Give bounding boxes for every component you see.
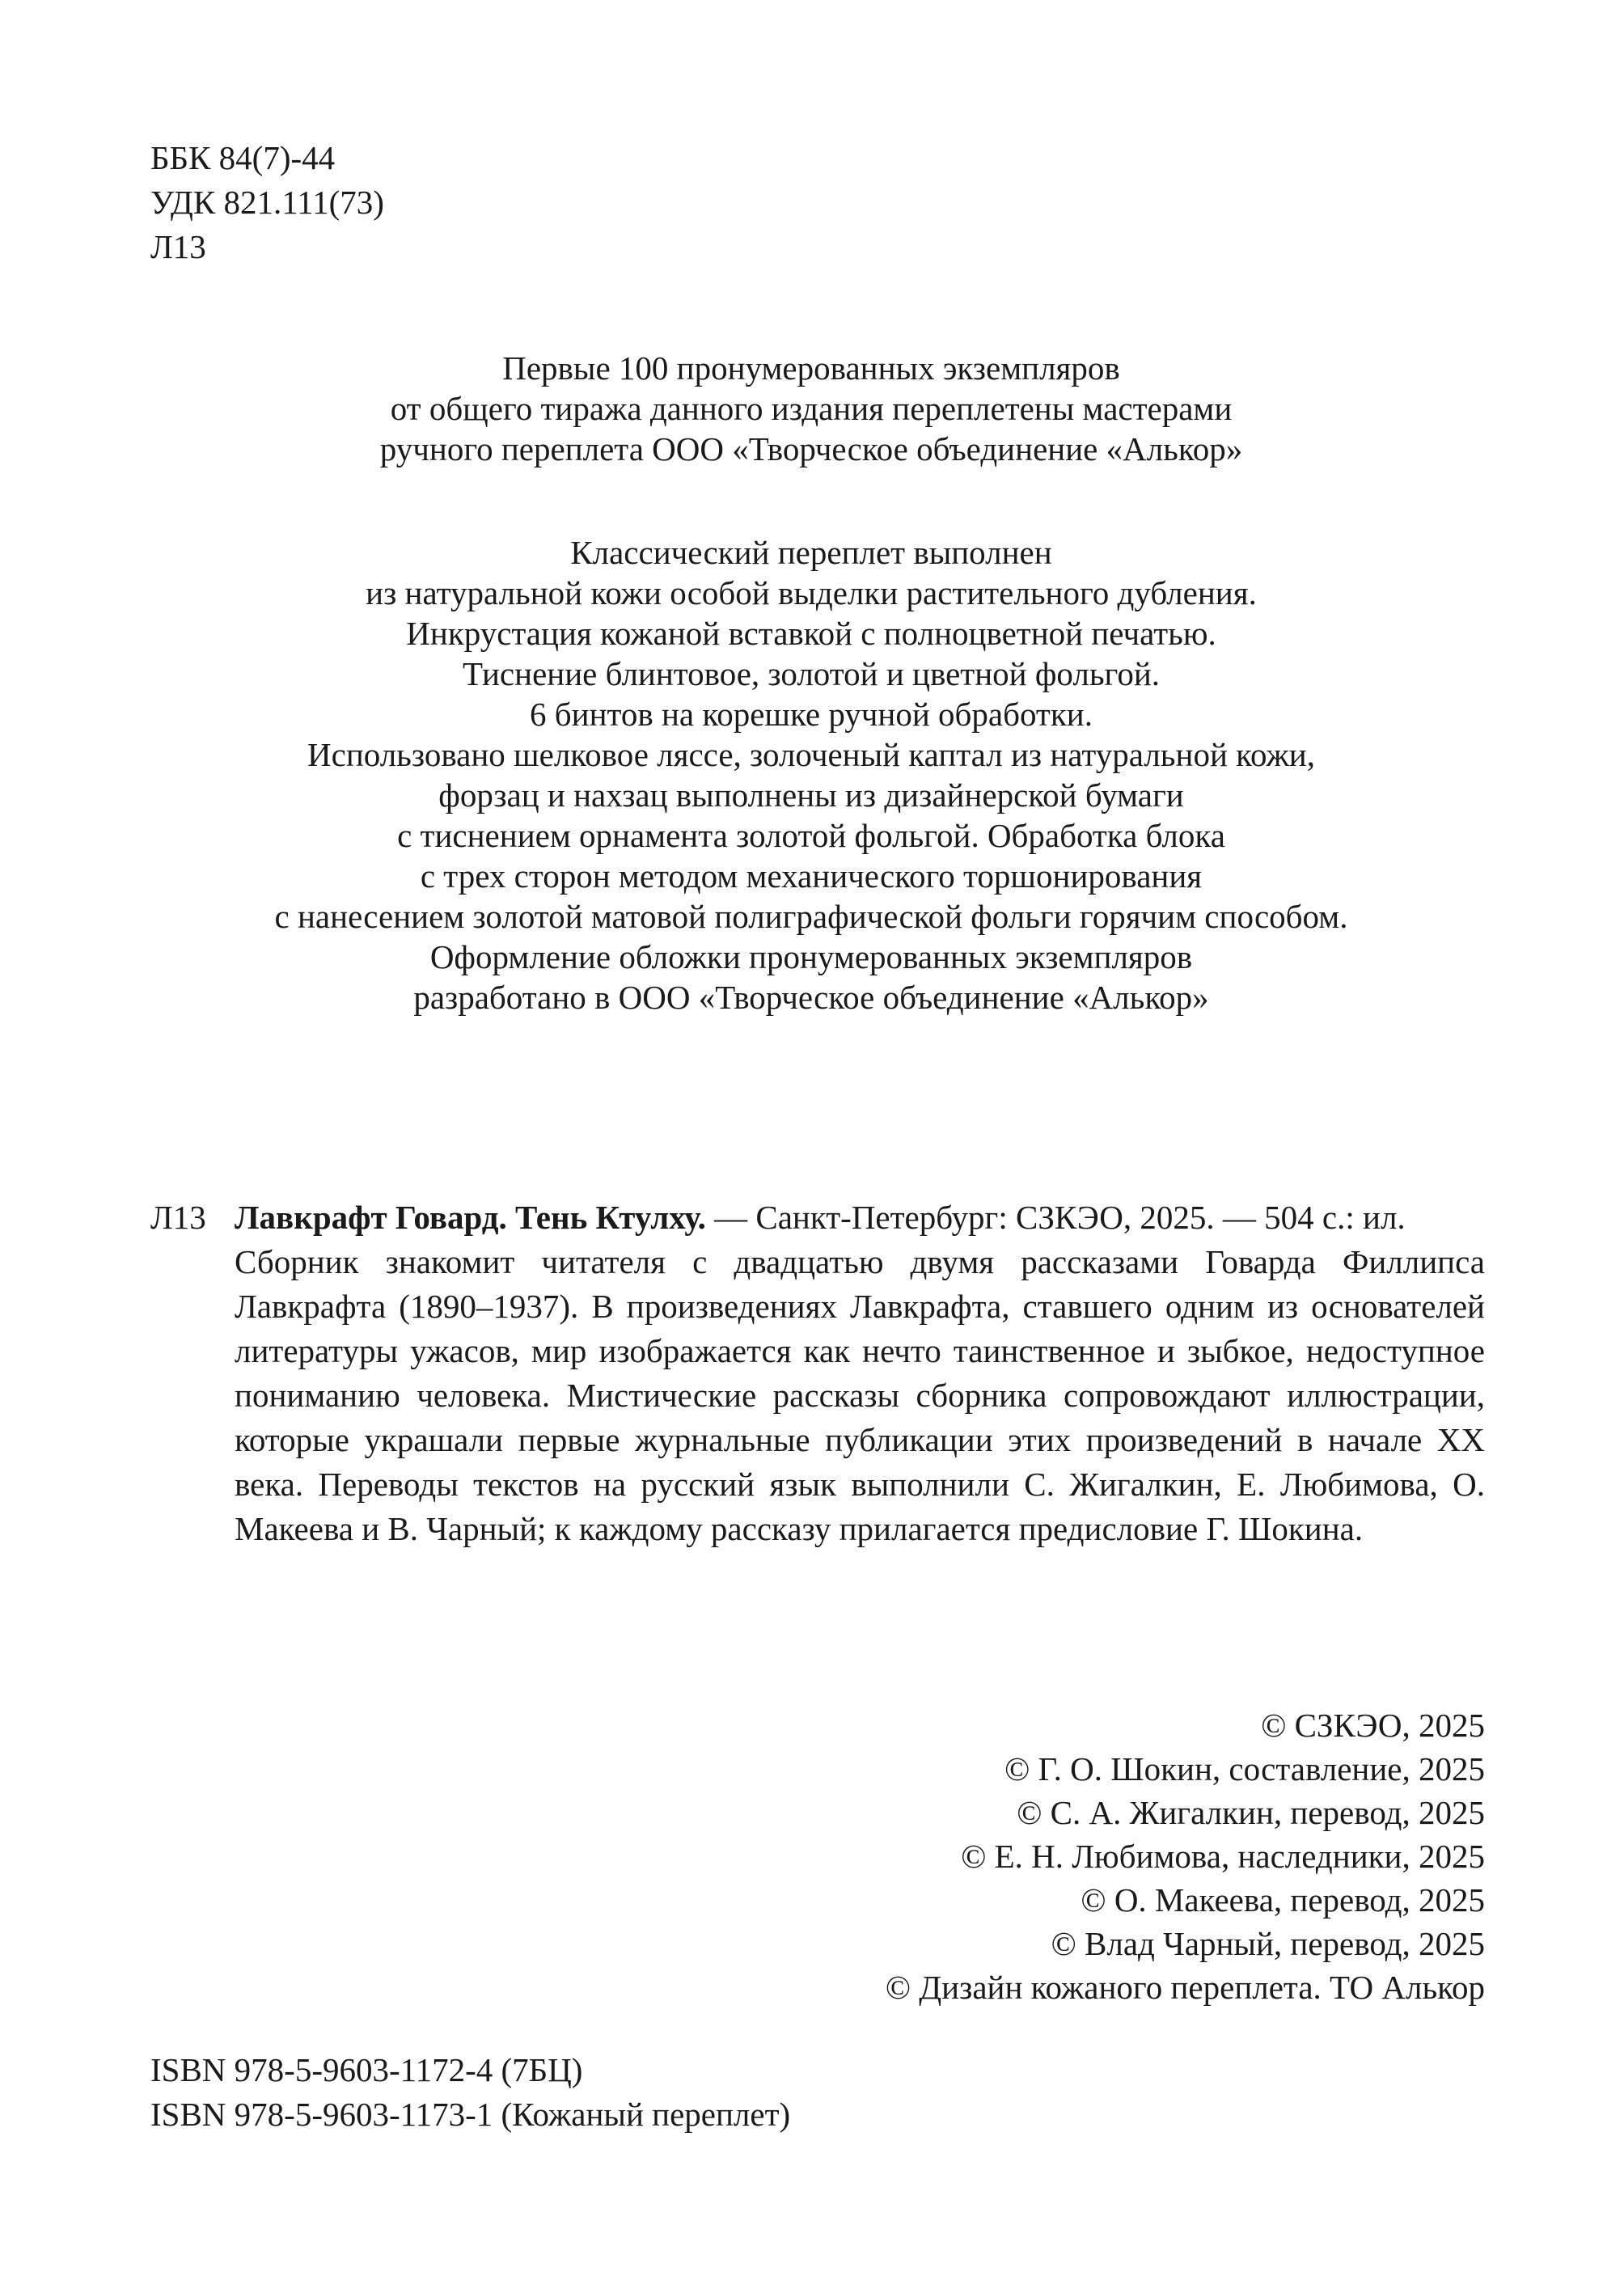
binding-line: с тиснением орнамента золотой фольгой. Обработка блока [397,817,1225,854]
imprint-details: — Санкт-Петербург: СЗКЭО, 2025. — 504 с.: ил. [705,1199,1406,1236]
catalog-record [150,1195,1485,1551]
isbn-block [150,2048,790,2137]
copyright-block [886,1703,1485,2009]
binding-line: из натуральной кожи особой выделки растительного дубления. [366,574,1257,611]
binding-line: форзац и нахзац выполнены из дизайнерской бумаги [438,776,1184,814]
copyright-line: © Дизайн кожаного переплета. ТО Алькор [885,1969,1485,2006]
copyright-line: © Влад Чарный, перевод, 2025 [1051,1925,1485,1962]
copyright-line: © С. А. Жигалкин, перевод, 2025 [1017,1794,1485,1831]
catalog-body [235,1195,1485,1551]
isbn-line: ISBN 978-5-9603-1173-1 (Кожаный переплет) [150,2096,791,2133]
isbn-line: ISBN 978-5-9603-1172-4 (7БЦ) [150,2051,583,2088]
bbk-code: ББК 84(7)-44 [150,139,336,176]
notice-line: ручного переплета ООО «Творческое объединение «Алькор» [379,430,1243,467]
binding-line: Использовано шелковое ляссе, золоченый каптал из натуральной кожи, [307,736,1315,773]
binding-line: Классический переплет выполнен [570,534,1052,571]
copyright-line: © Г. О. Шокин, составление, 2025 [1004,1750,1485,1787]
author-mark: Л13 [150,228,206,265]
bibliographic-entry [235,1195,1485,1240]
binding-line: Инкрустация кожаной вставкой с полноцветной печатью. [406,615,1216,652]
copyright-line: © СЗКЭО, 2025 [1261,1707,1485,1744]
copyright-line: © Е. Н. Любимова, наследники, 2025 [961,1838,1485,1875]
notice-line: Первые 100 пронумерованных экземпляров [502,349,1120,387]
numbered-copies-notice [150,348,1472,469]
binding-line: Оформление обложки пронумерованных экземпляров [429,938,1193,975]
copyright-line: © О. Макеева, перевод, 2025 [1081,1881,1485,1919]
notice-line: от общего тиража данного издания переплетены мастерами [390,390,1233,427]
annotation: Сборник знакомит читателя с двадцатью двумя рассказами Говарда Филлипса Лавкрафта (1890–1937). В произведениях Лавкрафта, ставшего одним из основателей литературы ужасов, мир изображается как нечто таинственное и зыбкое, недоступное пониманию человека. Мистические рассказы сборника сопровождают иллюстрации, которые украшали первые журнальные публикации этих произведений в начале XX века. Переводы текстов на русский язык выполнили С. Жигалкин, Е. Любимова, О. Макеева и В. Чарный; к каждому рассказу прилагается предисловие Г. Шокина. [235,1243,1485,1547]
udk-code: УДК 821.111(73) [150,184,384,221]
binding-line: разработано в ООО «Творческое объединение «Алькор» [413,979,1209,1016]
author-title: Лавкрафт Говард. Тень Ктулху. [235,1199,706,1236]
binding-line: с нанесением золотой матовой полиграфической фольги горячим способом. [274,898,1348,935]
binding-line: 6 бинтов на корешке ручной обработки. [530,696,1093,733]
catalog-author-mark: Л13 [150,1199,206,1236]
binding-line: с трех сторон методом механического торшонирования [420,857,1203,895]
binding-line: Тиснение блинтовое, золотой и цветной фольгой. [462,655,1161,692]
binding-description [150,532,1472,1017]
classification-codes [150,136,384,269]
